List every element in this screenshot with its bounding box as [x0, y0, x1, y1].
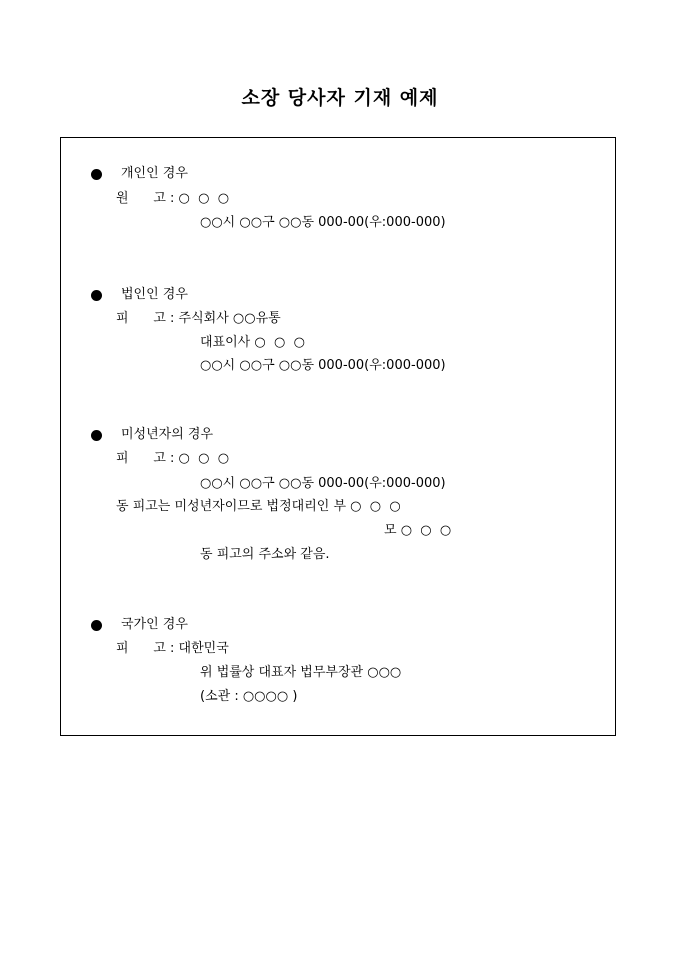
defendant-line: 피 고 : 대한민국 — [116, 641, 229, 656]
address-line: ○○시 ○○구 ○○동 000-00(우:000-000) — [200, 215, 446, 230]
address-line: ○○시 ○○구 ○○동 000-00(우:000-000) — [200, 476, 446, 491]
plaintiff-line: 원 고 : ○ ○ ○ — [116, 191, 230, 206]
jurisdiction-line: (소관 : ○○○○ ) — [200, 689, 298, 704]
section-heading-state: 국가인 경우 — [121, 617, 188, 632]
representative-line: 위 법률상 대표자 법무부장관 ○○○ — [200, 665, 402, 680]
representative-line: 대표이사 ○ ○ ○ — [200, 335, 305, 350]
bullet-icon — [91, 169, 102, 180]
bullet-icon — [91, 430, 102, 441]
bullet-icon — [91, 290, 102, 301]
section-heading-corporation: 법인인 경우 — [121, 287, 188, 302]
section-heading-individual: 개인인 경우 — [121, 166, 188, 181]
bullet-icon — [91, 620, 102, 631]
legal-guardian-mother-line: 모 ○ ○ ○ — [384, 523, 452, 538]
section-heading-minor: 미성년자의 경우 — [121, 427, 214, 442]
defendant-line: 피 고 : 주식회사 ○○유통 — [116, 311, 281, 326]
address-line: ○○시 ○○구 ○○동 000-00(우:000-000) — [200, 358, 446, 373]
defendant-line: 피 고 : ○ ○ ○ — [116, 451, 230, 466]
legal-guardian-father-line: 동 피고는 미성년자이므로 법정대리인 부 ○ ○ ○ — [116, 499, 401, 514]
same-address-line: 동 피고의 주소와 같음. — [200, 547, 330, 562]
document-title: 소장 당사자 기재 예제 — [241, 87, 439, 109]
